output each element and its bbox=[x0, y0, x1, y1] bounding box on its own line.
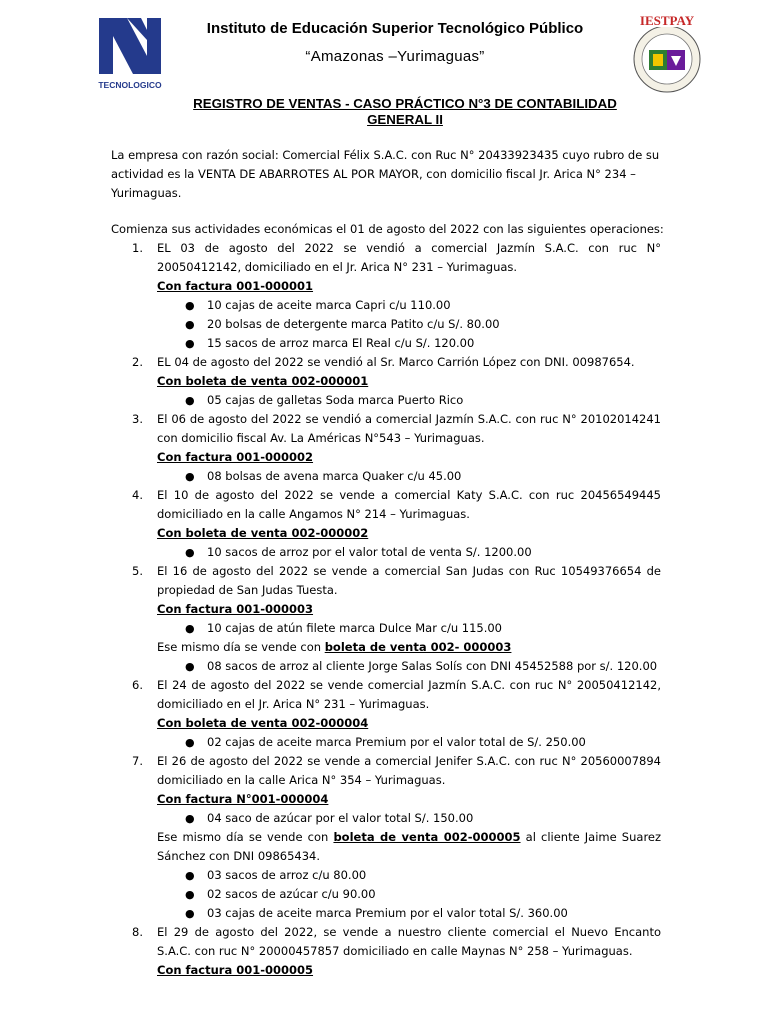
list-item bbox=[157, 885, 661, 904]
bullet-icon: ● bbox=[185, 869, 195, 882]
item-text: 05 cajas de galletas Soda marca Puerto Rico bbox=[207, 393, 464, 407]
operation-text: El 26 de agosto del 2022 se vende a comercial Jenifer S.A.C. con ruc N° 20560007894 domiciliado en la calle Arica N° 354 – Yurimaguas. bbox=[157, 754, 661, 787]
list-item bbox=[157, 334, 661, 353]
item-text: 10 sacos de arroz por el valor total de venta S/. 1200.00 bbox=[207, 545, 532, 559]
operation-number: 2. bbox=[132, 355, 143, 369]
operation-item bbox=[111, 486, 661, 562]
operation-number: 1. bbox=[132, 241, 143, 255]
note-text-post: al cliente Jaime Suarez Sánchez con DNI 09865434. bbox=[157, 830, 662, 863]
operation-item bbox=[111, 562, 661, 676]
item-list bbox=[157, 543, 661, 562]
operation-number: 6. bbox=[132, 678, 143, 692]
item-text: 03 sacos de arroz c/u 80.00 bbox=[207, 868, 367, 882]
operation-item bbox=[111, 752, 661, 923]
bullet-icon: ● bbox=[185, 622, 195, 635]
bullet-icon: ● bbox=[185, 546, 195, 559]
item-text: 08 bolsas de avena marca Quaker c/u 45.00 bbox=[207, 469, 462, 483]
document-reference: Con boleta de venta 002-000004 bbox=[157, 716, 369, 730]
document-reference: Con boleta de venta 002-000002 bbox=[157, 526, 369, 540]
intro-paragraph: La empresa con razón social: Comercial Félix S.A.C. con Ruc N° 20433923435 cuyo rubro de su actividad es la VENTA DE ABARROTES AL POR MAYOR, con domicilio fiscal Jr. Arica N° 234 – Yurimaguas. bbox=[111, 148, 660, 200]
operation-item bbox=[111, 410, 661, 486]
same-day-note bbox=[157, 828, 661, 866]
document-reference: Con factura 001-000005 bbox=[157, 963, 314, 977]
item-text: 10 cajas de aceite marca Capri c/u 110.00 bbox=[207, 298, 451, 312]
bullet-icon: ● bbox=[185, 907, 195, 920]
bullet-icon: ● bbox=[185, 660, 195, 673]
institution-name: Instituto de Educación Superior Tecnológico Público bbox=[206, 20, 584, 37]
operation-number: 5. bbox=[132, 564, 143, 578]
item-list bbox=[157, 657, 661, 676]
operation-item bbox=[111, 676, 661, 752]
document-title: REGISTRO DE VENTAS - CASO PRÁCTICO N°3 DE CONTABILIDAD GENERAL II bbox=[193, 96, 617, 127]
operation-number: 7. bbox=[132, 754, 143, 768]
operation-item bbox=[111, 239, 661, 353]
document-reference: Con factura 001-000001 bbox=[157, 279, 314, 293]
item-text: 02 cajas de aceite marca Premium por el valor total de S/. 250.00 bbox=[207, 735, 586, 749]
list-item bbox=[157, 296, 661, 315]
item-text: 20 bolsas de detergente marca Patito c/u S/. 80.00 bbox=[207, 317, 500, 331]
item-list bbox=[157, 391, 661, 410]
operation-text: El 10 de agosto del 2022 se vende a comercial Katy S.A.C. con ruc 20456549445 domiciliado en la calle Angamos N° 214 – Yurimaguas. bbox=[157, 488, 661, 521]
document-reference: Con factura 001-000002 bbox=[157, 450, 314, 464]
item-list bbox=[157, 467, 661, 486]
bullet-icon: ● bbox=[185, 299, 195, 312]
operation-text: El 29 de agosto del 2022, se vende a nuestro cliente comercial el Nuevo Encanto S.A.C. con ruc N° 20000457857 domiciliado en calle Maynas N° 258 – Yurimaguas. bbox=[157, 925, 661, 958]
bullet-icon: ● bbox=[185, 812, 195, 825]
list-item bbox=[157, 866, 661, 885]
document-reference: Con factura N°001-000004 bbox=[157, 792, 329, 806]
item-list bbox=[157, 866, 661, 923]
note-document-reference: boleta de venta 002- 000003 bbox=[324, 640, 512, 654]
operation-text: El 06 de agosto del 2022 se vendió a comercial Jazmín S.A.C. con ruc N° 20102014241 con domicilio fiscal Av. La Américas N°543 – Yurimaguas. bbox=[157, 412, 661, 445]
operation-text: El 24 de agosto del 2022 se vende comercial Jazmín S.A.C. con ruc N° 20050412142, domiciliado en el Jr. Arica N° 231 – Yurimaguas. bbox=[157, 678, 661, 711]
operation-text: EL 04 de agosto del 2022 se vendió al Sr. Marco Carrión López con DNI. 00987654. bbox=[157, 355, 635, 369]
item-text: 04 saco de azúcar por el valor total S/. 150.00 bbox=[207, 811, 474, 825]
bullet-icon: ● bbox=[185, 470, 195, 483]
item-text: 10 cajas de atún filete marca Dulce Mar c/u 115.00 bbox=[207, 621, 502, 635]
intro-operations-line: Comienza sus actividades económicas el 01 de agosto del 2022 con las siguientes operaciones: bbox=[111, 222, 664, 236]
operations-list bbox=[111, 239, 661, 980]
item-list bbox=[157, 809, 661, 828]
iestpay-logo bbox=[627, 12, 707, 94]
item-list bbox=[157, 733, 661, 752]
bullet-icon: ● bbox=[185, 394, 195, 407]
bullet-icon: ● bbox=[185, 888, 195, 901]
item-text: 15 sacos de arroz marca El Real c/u S/. 120.00 bbox=[207, 336, 475, 350]
same-day-note bbox=[157, 638, 661, 657]
list-item bbox=[157, 657, 661, 676]
note-text: Ese mismo día se vende con bbox=[157, 640, 322, 654]
note-text: Ese mismo día se vende con bbox=[157, 830, 329, 844]
operation-item bbox=[111, 353, 661, 410]
list-item bbox=[157, 733, 661, 752]
list-item bbox=[157, 619, 661, 638]
operation-number: 8. bbox=[132, 925, 143, 939]
item-text: 08 sacos de arroz al cliente Jorge Salas Solís con DNI 45452588 por s/. 120.00 bbox=[207, 659, 658, 673]
operation-number: 3. bbox=[132, 412, 143, 426]
bullet-icon: ● bbox=[185, 736, 195, 749]
list-item bbox=[157, 809, 661, 828]
left-logo-text: TECNOLOGICO bbox=[98, 80, 162, 90]
note-document-reference: boleta de venta 002-000005 bbox=[333, 830, 521, 844]
list-item bbox=[157, 467, 661, 486]
item-text: 02 sacos de azúcar c/u 90.00 bbox=[207, 887, 376, 901]
item-list bbox=[157, 296, 661, 353]
list-item bbox=[157, 904, 661, 923]
operation-item bbox=[111, 923, 661, 980]
document-header bbox=[0, 0, 768, 96]
item-text: 03 cajas de aceite marca Premium por el valor total S/. 360.00 bbox=[207, 906, 568, 920]
operation-text: EL 03 de agosto del 2022 se vendió a comercial Jazmín S.A.C. con ruc N° 20050412142, domiciliado en el Jr. Arica N° 231 – Yurimaguas. bbox=[157, 241, 661, 274]
item-list bbox=[157, 619, 661, 638]
bullet-icon: ● bbox=[185, 337, 195, 350]
right-logo-text: IESTPAY bbox=[639, 13, 695, 28]
bullet-icon: ● bbox=[185, 318, 195, 331]
document-reference: Con factura 001-000003 bbox=[157, 602, 314, 616]
institution-place: “Amazonas –Yurimaguas” bbox=[305, 48, 485, 65]
list-item bbox=[157, 315, 661, 334]
list-item bbox=[157, 391, 661, 410]
list-item bbox=[157, 543, 661, 562]
operation-number: 4. bbox=[132, 488, 143, 502]
operation-text: El 16 de agosto del 2022 se vende a comercial San Judas con Ruc 10549376654 de propiedad de San Judas Tuesta. bbox=[157, 564, 661, 597]
document-reference: Con boleta de venta 002-000001 bbox=[157, 374, 369, 388]
